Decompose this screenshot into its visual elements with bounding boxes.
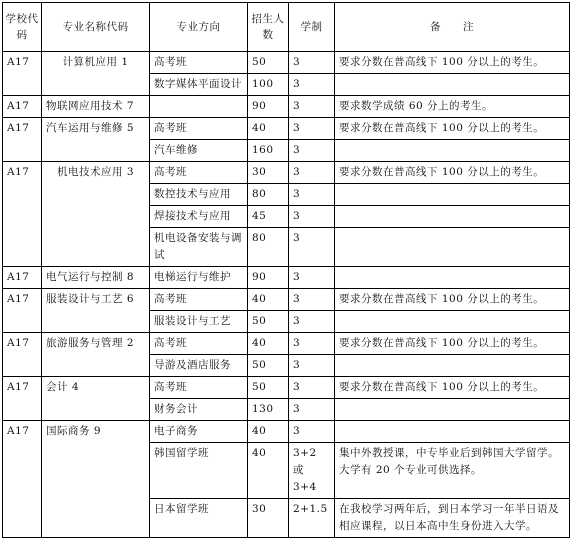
years-cell: 3 (289, 52, 335, 74)
major-cell: 会计 4 (42, 377, 150, 421)
note-cell (335, 311, 570, 333)
direction-cell: 机电设备安装与调试 (150, 228, 248, 267)
school-code-cell: A17 (3, 289, 42, 333)
table-row (3, 118, 570, 140)
header-direction: 专业方向 (150, 3, 248, 52)
school-code-cell: A17 (3, 118, 42, 162)
note-cell: 要求分数在普高线下 100 分以上的考生。 (335, 333, 570, 355)
direction-cell: 服装设计与工艺 (150, 311, 248, 333)
admissions-table (2, 2, 570, 538)
years-cell: 3 (289, 140, 335, 162)
years-cell: 3 (289, 74, 335, 96)
enrollment-cell: 160 (248, 140, 289, 162)
enrollment-cell: 130 (248, 399, 289, 421)
table-row (3, 52, 570, 74)
note-cell: 要求分数在普高线下 100 分以上的考生。 (335, 377, 570, 399)
major-cell: 物联网应用技术 7 (42, 96, 150, 118)
note-cell (335, 140, 570, 162)
enrollment-cell: 100 (248, 74, 289, 96)
school-code-cell: A17 (3, 52, 42, 96)
direction-cell: 高考班 (150, 52, 248, 74)
enrollment-cell: 80 (248, 228, 289, 267)
enrollment-cell: 30 (248, 162, 289, 184)
direction-cell: 高考班 (150, 377, 248, 399)
direction-cell: 电梯运行与维护 (150, 267, 248, 289)
note-cell: 要求分数在普高线下 100 分以上的考生。 (335, 52, 570, 74)
note-cell (335, 421, 570, 443)
note-cell (335, 267, 570, 289)
years-cell: 3+2 或 3+4 (289, 443, 335, 499)
enrollment-cell: 45 (248, 206, 289, 228)
direction-cell: 高考班 (150, 162, 248, 184)
note-cell: 集中外教授课，中专毕业后到韩国大学留学。大学有 20 个专业可供选择。 (335, 443, 570, 499)
table-row (3, 267, 570, 289)
enrollment-cell: 90 (248, 96, 289, 118)
direction-cell: 数控技术与应用 (150, 184, 248, 206)
direction-cell: 财务会计 (150, 399, 248, 421)
note-cell: 要求数学成绩 60 分上的考生。 (335, 96, 570, 118)
years-cell: 3 (289, 289, 335, 311)
direction-cell: 高考班 (150, 333, 248, 355)
direction-cell (150, 96, 248, 118)
table-row (3, 96, 570, 118)
years-cell: 3 (289, 267, 335, 289)
major-cell: 电气运行与控制 8 (42, 267, 150, 289)
enrollment-cell: 30 (248, 499, 289, 538)
note-cell (335, 399, 570, 421)
years-cell: 3 (289, 399, 335, 421)
enrollment-cell: 50 (248, 377, 289, 399)
enrollment-cell: 40 (248, 289, 289, 311)
note-cell (335, 206, 570, 228)
enrollment-cell: 40 (248, 118, 289, 140)
note-cell: 要求分数在普高线下 100 分以上的考生。 (335, 289, 570, 311)
major-cell: 旅游服务与管理 2 (42, 333, 150, 377)
header-years: 学制 (289, 3, 335, 52)
header-notes: 备 注 (335, 3, 570, 52)
years-cell: 3 (289, 421, 335, 443)
note-cell (335, 355, 570, 377)
direction-cell: 高考班 (150, 289, 248, 311)
years-cell: 3 (289, 162, 335, 184)
enrollment-cell: 50 (248, 52, 289, 74)
major-cell: 汽车运用与维修 5 (42, 118, 150, 162)
years-cell: 3 (289, 377, 335, 399)
years-cell: 3 (289, 311, 335, 333)
school-code-cell: A17 (3, 377, 42, 421)
years-cell: 3 (289, 355, 335, 377)
enrollment-cell: 50 (248, 311, 289, 333)
note-cell: 要求分数在普高线下 100 分以上的考生。 (335, 162, 570, 184)
years-cell: 3 (289, 184, 335, 206)
direction-cell: 韩国留学班 (150, 443, 248, 499)
direction-cell: 焊接技术与应用 (150, 206, 248, 228)
table-row (3, 333, 570, 355)
school-code-cell: A17 (3, 162, 42, 267)
table-row (3, 162, 570, 184)
direction-cell: 日本留学班 (150, 499, 248, 538)
enrollment-cell: 40 (248, 333, 289, 355)
direction-cell: 高考班 (150, 118, 248, 140)
years-cell: 3 (289, 206, 335, 228)
school-code-cell: A17 (3, 267, 42, 289)
note-cell (335, 184, 570, 206)
enrollment-cell: 80 (248, 184, 289, 206)
years-cell: 3 (289, 333, 335, 355)
direction-cell: 数字媒体平面设计 (150, 74, 248, 96)
note-cell (335, 74, 570, 96)
table-row (3, 421, 570, 443)
major-cell: 计算机应用 1 (42, 52, 150, 96)
major-cell: 国际商务 9 (42, 421, 150, 538)
years-cell: 3 (289, 118, 335, 140)
header-enrollment: 招生人数 (248, 3, 289, 52)
header-major: 专业名称代码 (42, 3, 150, 52)
direction-cell: 导游及酒店服务 (150, 355, 248, 377)
table-row (3, 377, 570, 399)
school-code-cell: A17 (3, 96, 42, 118)
years-cell: 2+1.5 (289, 499, 335, 538)
school-code-cell: A17 (3, 333, 42, 377)
enrollment-cell: 40 (248, 421, 289, 443)
enrollment-cell: 40 (248, 443, 289, 499)
table-row (3, 289, 570, 311)
major-cell: 机电技术应用 3 (42, 162, 150, 267)
enrollment-cell: 50 (248, 355, 289, 377)
direction-cell: 汽车维修 (150, 140, 248, 162)
header-school-code: 学校代码 (3, 3, 42, 52)
header-row (3, 3, 570, 52)
years-cell: 3 (289, 96, 335, 118)
direction-cell: 电子商务 (150, 421, 248, 443)
major-cell: 服装设计与工艺 6 (42, 289, 150, 333)
note-cell: 在我校学习两年后，到日本学习一年半日语及相应课程，以日本高中生身份进入大学。 (335, 499, 570, 538)
years-cell: 3 (289, 228, 335, 267)
note-cell (335, 228, 570, 267)
note-cell: 要求分数在普高线下 100 分以上的考生。 (335, 118, 570, 140)
school-code-cell: A17 (3, 421, 42, 538)
enrollment-cell: 90 (248, 267, 289, 289)
